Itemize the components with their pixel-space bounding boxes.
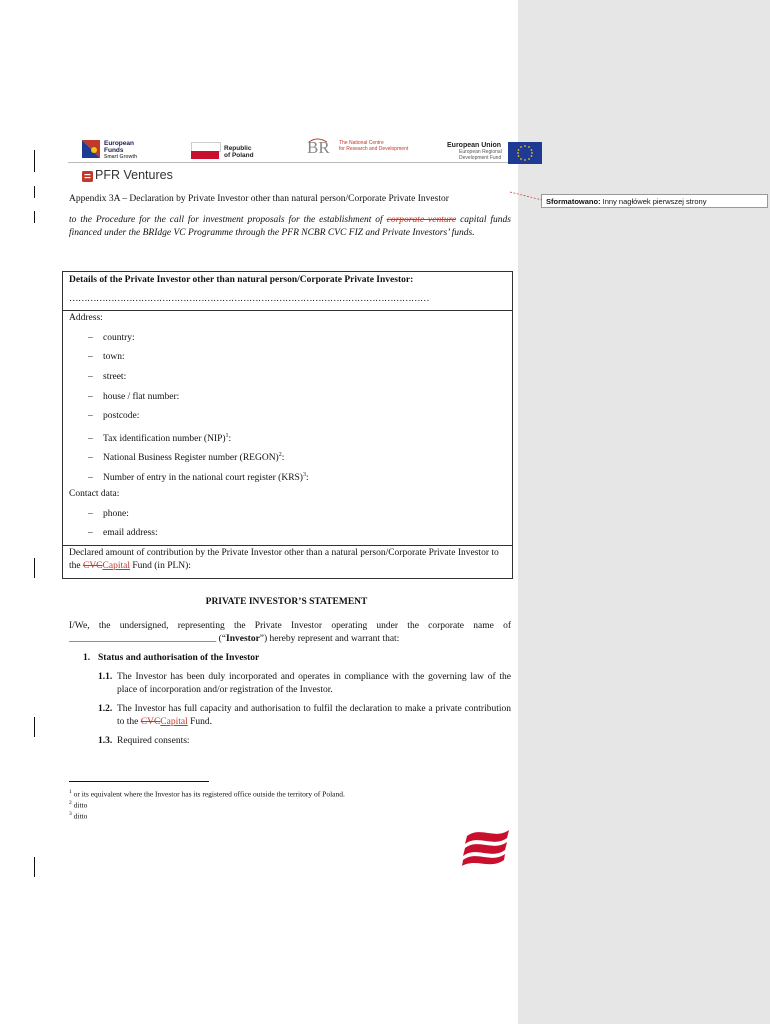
section-1-title: Status and authorisation of the Investor [98,653,260,663]
comment-margin-pane [518,0,770,1024]
address-item: – postcode: [88,411,140,421]
pfr-flag-emblem [461,828,511,868]
change-bar [34,717,35,737]
contact-item: – email address: [88,528,158,538]
footnote-ref-2: 2 [278,452,282,458]
republic-line2: of Poland [224,152,254,159]
address-item: – town: [88,352,125,362]
address-label: Address: [69,313,103,323]
poland-flag-red [191,151,219,159]
section-1-number: 1. [83,653,91,663]
amount-cell [62,545,513,579]
ncbr-line2: for Research and Development [339,146,409,152]
ncbr-line1: The National Centre [339,140,384,146]
address-town-label: town: [103,352,125,362]
change-bar [34,558,35,578]
address-item: – Tax identification number (NIP)$^1$: [88,433,232,445]
eu-funds-line1: European [104,140,134,147]
footnote-2-text: ditto [71,800,88,810]
details-name-dots: ………………………………………………………………………………………………………… [69,294,429,304]
eu-flag-icon [508,142,542,164]
header-divider [68,162,508,163]
statement-intro-line2 [69,633,399,646]
address-item: – Number of entry in the national court register (KRS)$^3$: [88,472,309,484]
address-street-label: street: [103,372,127,382]
footnote-1 [69,787,345,800]
footnote-3-text: ditto [71,811,88,821]
contact-item: – phone: [88,509,129,519]
change-bar [34,186,35,198]
item-1-2-deleted: CVC [140,717,161,727]
intro-open: (“ [216,634,227,644]
comment-label: Sformatowano: [546,197,601,206]
item-1-1-text: The Investor has been duly incorporated and operates in compliance with the governing law of the place of incorporation and/or registration of the Investor. [117,672,511,695]
eu-sub2: Development Fund [459,155,502,161]
item-1-2-part1: The Investor has full capacity and authorisation to fulfil the declaration to make a private contribution to the [117,704,511,727]
krs-label: Number of entry in the national court register (KRS) [103,473,303,484]
address-country-label: country: [103,333,135,343]
footnote-ref-3: 3 [302,472,306,478]
pfr-icon [82,171,93,182]
item-1-2-text [117,703,511,729]
change-bar [34,857,35,877]
address-item: – country: [88,333,135,343]
footnote-1-mark: 1 [69,789,72,795]
item-1-2-inserted: Capital [160,717,188,727]
item-1-2-number: 1.2. [98,704,113,714]
amount-text-part1: Declared amount of contribution by the Private Investor other than a natural person/Corporate Private Investor to the [69,548,499,571]
address-item: – National Business Register number (REGON)$^2$: [88,452,285,464]
item-1-1-number: 1.1. [98,672,113,682]
footnote-3 [69,809,87,822]
formatting-comment[interactable] [541,194,768,208]
change-bar [34,211,35,223]
eu-sub1: European Regional [459,149,502,155]
regon-label: National Business Register number (REGON) [103,453,279,464]
footnote-3-mark: 3 [69,811,72,817]
phone-label: phone: [103,509,129,519]
investor-term: Investor [226,634,260,644]
statement-intro-line1: I/We, the undersigned, representing the Private Investor operating under the corporate name of [69,621,511,631]
footnote-1-text: or its equivalent where the Investor has its registered office outside the territory of Poland. [71,789,345,799]
procedure-deleted-text: corporate venture [386,215,457,225]
details-heading: Details of the Private Investor other than natural person/Corporate Private Investor: [69,275,414,285]
address-item: – street: [88,372,127,382]
eu-funds-line3: Smart Growth [104,154,138,160]
address-cell [62,310,513,546]
comment-connector-line [508,186,544,204]
eu-title: European Union [447,142,502,149]
eu-funds-icon [82,140,100,158]
amount-text-part2: Fund (in PLN): [129,561,191,571]
change-bar [34,150,35,172]
procedure-paragraph [69,214,511,240]
eu-funds-line2: Funds [104,147,124,154]
contact-label: Contact data: [69,489,120,499]
svg-text:BR: BR [307,138,330,156]
item-1-3-number: 1.3. [98,736,113,746]
ncbr-icon [307,138,337,156]
procedure-text-part2: capital funds financed under the BRIdge VC Programme through the PFR NCBR CVC FIZ and Private Investors’ funds. [69,215,511,238]
address-postcode-label: postcode: [103,411,140,421]
footnote-ref-1: 1 [225,433,229,439]
appendix-title: Appendix 3A – Declaration by Private Investor other than natural person/Corporate Private Investor [69,194,449,204]
details-header-cell [62,271,513,311]
footnote-2-mark: 2 [69,800,72,806]
item-1-3-text: Required consents: [117,736,190,746]
amount-text [69,547,507,573]
republic-line1: Republic [224,145,252,152]
nip-label: Tax identification number (NIP) [103,434,226,445]
email-label: email address: [103,528,158,538]
intro-close: ”) hereby represent and warrant that: [259,634,400,644]
amount-deleted-text: CVC [82,561,103,571]
pfr-ventures-text: PFR Ventures [95,168,173,182]
address-item: – house / flat number: [88,392,180,402]
item-1-2-part2: Fund. [187,717,213,727]
amount-inserted-text: Capital [102,561,130,571]
address-house-label: house / flat number: [103,392,180,402]
procedure-text-part1: to the Procedure for the call for investment proposals for the establishment of [69,215,387,225]
investor-name-blank[interactable]: _______________________________ [69,634,217,644]
statement-title: PRIVATE INVESTOR’S STATEMENT [205,597,368,607]
footnote-separator [69,781,209,782]
comment-text: Inny nagłówek pierwszej strony [600,197,707,206]
